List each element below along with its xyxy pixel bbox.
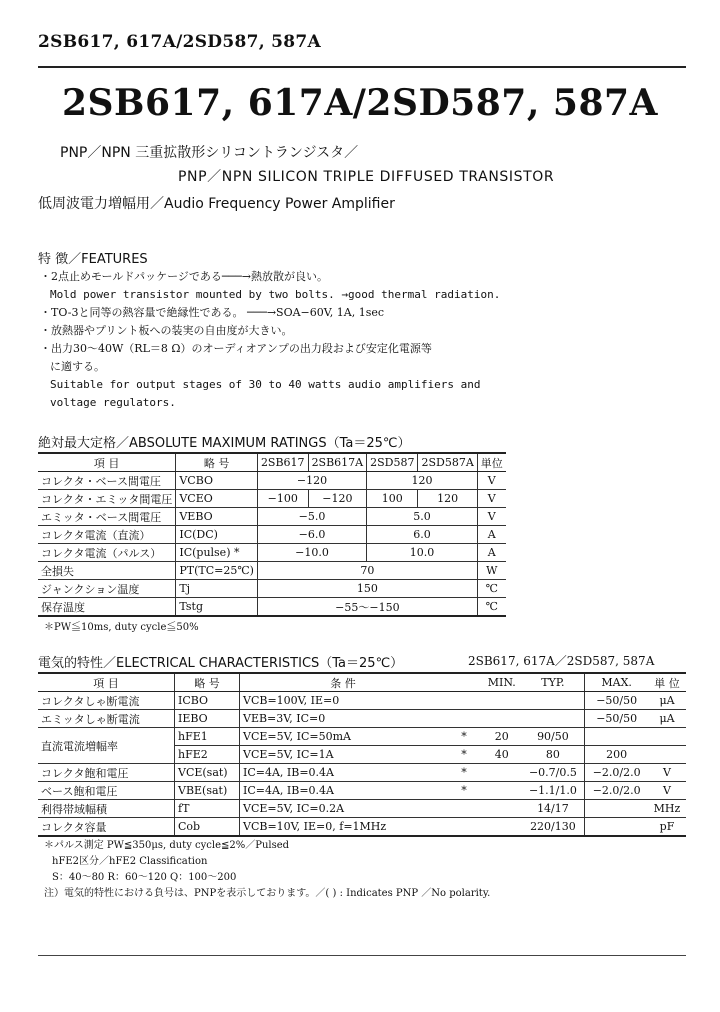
cell-max: −50/50 (585, 710, 648, 728)
cell-value: −100 (257, 490, 308, 508)
cell-condition: VCB=10V, IE=0, f=1MHz (240, 818, 447, 837)
table-row (38, 598, 506, 617)
cell-symbol: IC(DC) (176, 526, 258, 544)
cell-max: −2.0/2.0 (585, 764, 648, 782)
application-line: 低周波電力増幅用／Audio Frequency Power Amplifier (38, 196, 395, 212)
cell-typ (522, 692, 585, 710)
note-line: 注）電気的特性における負号は、PNPを表示しております。／( ) : Indicates PNP ／No polarity. (44, 888, 491, 899)
feature-line: Mold power transistor mounted by two bolts. →good thermal radiation. (50, 288, 501, 301)
cell-condition: IC=4A, IB=0.4A (240, 782, 447, 800)
cell-value: 120 (418, 490, 477, 508)
cell-unit (648, 728, 686, 746)
note-line: S：40〜80 R：60〜120 Q：100〜200 (52, 872, 237, 883)
cell-typ: −1.1/1.0 (522, 782, 585, 800)
cell-typ (522, 710, 585, 728)
subtitle-jp: PNP／NPN 三重拡散形シリコントランジスタ／ (60, 145, 359, 161)
cell-unit: V (477, 508, 506, 526)
cell-min (482, 818, 522, 837)
col-header: 2SD587A (418, 453, 477, 472)
cell-mark: * (446, 746, 482, 764)
cell-value: −55〜−150 (257, 598, 477, 617)
cell-min (482, 800, 522, 818)
cell-value: −120 (257, 472, 366, 490)
cell-value: 120 (367, 472, 478, 490)
cell-mark (446, 710, 482, 728)
note-line: ＊パルス測定 PW≦350μs, duty cycle≦2%／Pulsed (44, 840, 290, 851)
feature-line: ・出力30〜40W（RL＝8 Ω）のオーディオアンプの出力段および安定化電源等 (40, 342, 432, 355)
col-header (446, 673, 482, 692)
cell-unit: A (477, 544, 506, 562)
cell-value: −6.0 (257, 526, 366, 544)
cell-unit: V (477, 472, 506, 490)
cell-typ: 80 (522, 746, 585, 764)
cell-max: −2.0/2.0 (585, 782, 648, 800)
cell-value: 100 (367, 490, 418, 508)
col-header: MAX. (585, 673, 648, 692)
features-list (38, 268, 500, 412)
cell-unit: ℃ (477, 580, 506, 598)
cell-item: コレクタ飽和電圧 (38, 764, 175, 782)
abs-max-heading: 絶対最大定格／ABSOLUTE MAXIMUM RATINGS（Ta＝25℃） (38, 436, 411, 451)
cell-item: コレクタ電流（パルス） (38, 544, 176, 562)
cell-condition: IC=4A, IB=0.4A (240, 764, 447, 782)
cell-item: ジャンクション温度 (38, 580, 176, 598)
table-row (38, 544, 506, 562)
cell-unit: ℃ (477, 598, 506, 617)
cell-unit: μA (648, 710, 686, 728)
table-row (38, 728, 686, 746)
cell-symbol: IC(pulse) * (176, 544, 258, 562)
col-header: 条 件 (240, 673, 447, 692)
col-header: 単位 (477, 453, 506, 472)
cell-unit: pF (648, 818, 686, 837)
cell-condition: VEB=3V, IC=0 (240, 710, 447, 728)
cell-symbol: VCBO (176, 472, 258, 490)
cell-mark (446, 800, 482, 818)
table-row (38, 562, 506, 580)
col-header: 項 目 (38, 453, 176, 472)
footer-rule (38, 955, 686, 956)
cell-item: 直流電流増幅率 (38, 728, 175, 764)
cell-item: コレクタ容量 (38, 818, 175, 837)
cell-unit (648, 746, 686, 764)
cell-symbol: hFE2 (175, 746, 240, 764)
feature-line: voltage regulators. (50, 396, 176, 409)
col-header: 2SD587 (367, 453, 418, 472)
cell-symbol: hFE1 (175, 728, 240, 746)
cell-value: −120 (308, 490, 367, 508)
table-row (38, 818, 686, 837)
cell-typ: 14/17 (522, 800, 585, 818)
cell-unit: W (477, 562, 506, 580)
cell-item: 利得帯域幅積 (38, 800, 175, 818)
cell-item: コレクタ・エミッタ間電圧 (38, 490, 176, 508)
cell-symbol: Tj (176, 580, 258, 598)
cell-item: 保存温度 (38, 598, 176, 617)
cell-item: エミッタしゃ断電流 (38, 710, 175, 728)
elec-table (38, 672, 686, 837)
cell-mark: * (446, 764, 482, 782)
cell-symbol: fT (175, 800, 240, 818)
cell-max: −50/50 (585, 692, 648, 710)
feature-line: に適する。 (50, 360, 105, 373)
cell-value: 10.0 (367, 544, 478, 562)
cell-value: 150 (257, 580, 477, 598)
cell-unit: V (648, 764, 686, 782)
table-row (38, 490, 506, 508)
header-rule (38, 66, 686, 68)
cell-symbol: VEBO (176, 508, 258, 526)
cell-typ: 220/130 (522, 818, 585, 837)
subtitle-en: PNP／NPN SILICON TRIPLE DIFFUSED TRANSISTOR (178, 169, 555, 185)
table-row (38, 764, 686, 782)
cell-typ: −0.7/0.5 (522, 764, 585, 782)
abs-max-note: ＊PW≦10ms, duty cycle≦50% (44, 622, 199, 633)
elec-heading: 電気的特性／ELECTRICAL CHARACTERISTICS（Ta＝25℃） (38, 656, 404, 671)
table-row (38, 782, 686, 800)
col-header: 2SB617 (257, 453, 308, 472)
table-row (38, 692, 686, 710)
cell-symbol: PT(TC=25℃) (176, 562, 258, 580)
cell-value: 5.0 (367, 508, 478, 526)
elec-notes (44, 838, 490, 902)
cell-min (482, 710, 522, 728)
cell-symbol: VBE(sat) (175, 782, 240, 800)
col-header: 単 位 (648, 673, 686, 692)
cell-value: 70 (257, 562, 477, 580)
cell-max: 200 (585, 746, 648, 764)
col-header: 2SB617A (308, 453, 367, 472)
page-title: 2SB617, 617A/2SD587, 587A (62, 82, 658, 124)
cell-symbol: IEBO (175, 710, 240, 728)
cell-min: 40 (482, 746, 522, 764)
header-part-numbers: 2SB617, 617A/2SD587, 587A (38, 32, 322, 52)
feature-line: ・2点止めモールドパッケージである───→熱放散が良い。 (40, 270, 328, 283)
cell-min (482, 764, 522, 782)
cell-mark (446, 818, 482, 837)
col-header: TYP. (522, 673, 585, 692)
cell-min (482, 692, 522, 710)
table-row (38, 526, 506, 544)
cell-unit: μA (648, 692, 686, 710)
cell-condition: VCE=5V, IC=50mA (240, 728, 447, 746)
cell-mark: * (446, 728, 482, 746)
cell-symbol: ICBO (175, 692, 240, 710)
table-row (38, 508, 506, 526)
cell-symbol: Cob (175, 818, 240, 837)
table-row (38, 472, 506, 490)
feature-line: ・TO-3と同等の熱容量で絶縁性である。 ───→SOA−60V, 1A, 1sec (40, 306, 385, 319)
feature-line: Suitable for output stages of 30 to 40 watts audio amplifiers and (50, 378, 481, 391)
cell-value: 6.0 (367, 526, 478, 544)
cell-min: 20 (482, 728, 522, 746)
features-heading: 特 徴／FEATURES (38, 252, 148, 267)
cell-mark: * (446, 782, 482, 800)
cell-typ: 90/50 (522, 728, 585, 746)
cell-unit: V (477, 490, 506, 508)
cell-value: −5.0 (257, 508, 366, 526)
cell-symbol: VCE(sat) (175, 764, 240, 782)
elec-parts: 2SB617, 617A／2SD587, 587A (468, 654, 655, 668)
col-header: 略 号 (176, 453, 258, 472)
col-header: 項 目 (38, 673, 175, 692)
cell-condition: VCB=100V, IE=0 (240, 692, 447, 710)
cell-min (482, 782, 522, 800)
col-header: 略 号 (175, 673, 240, 692)
cell-max (585, 818, 648, 837)
cell-max (585, 728, 648, 746)
cell-item: 全損失 (38, 562, 176, 580)
feature-line: ・放熱器やプリント板への装実の自由度が大きい。 (40, 324, 293, 337)
table-row (38, 710, 686, 728)
cell-condition: VCE=5V, IC=0.2A (240, 800, 447, 818)
cell-value: −10.0 (257, 544, 366, 562)
cell-unit: V (648, 782, 686, 800)
cell-unit: A (477, 526, 506, 544)
cell-item: エミッタ・ベース間電圧 (38, 508, 176, 526)
cell-item: コレクタ電流（直流） (38, 526, 176, 544)
cell-max (585, 800, 648, 818)
abs-max-table (38, 452, 506, 617)
cell-symbol: VCEO (176, 490, 258, 508)
cell-symbol: Tstg (176, 598, 258, 617)
cell-condition: VCE=5V, IC=1A (240, 746, 447, 764)
table-row (38, 800, 686, 818)
cell-item: コレクタしゃ断電流 (38, 692, 175, 710)
table-row (38, 580, 506, 598)
cell-unit: MHz (648, 800, 686, 818)
col-header: MIN. (482, 673, 522, 692)
cell-item: コレクタ・ベース間電圧 (38, 472, 176, 490)
cell-mark (446, 692, 482, 710)
note-line: hFE2区分／hFE2 Classification (52, 856, 208, 867)
cell-item: ベース飽和電圧 (38, 782, 175, 800)
